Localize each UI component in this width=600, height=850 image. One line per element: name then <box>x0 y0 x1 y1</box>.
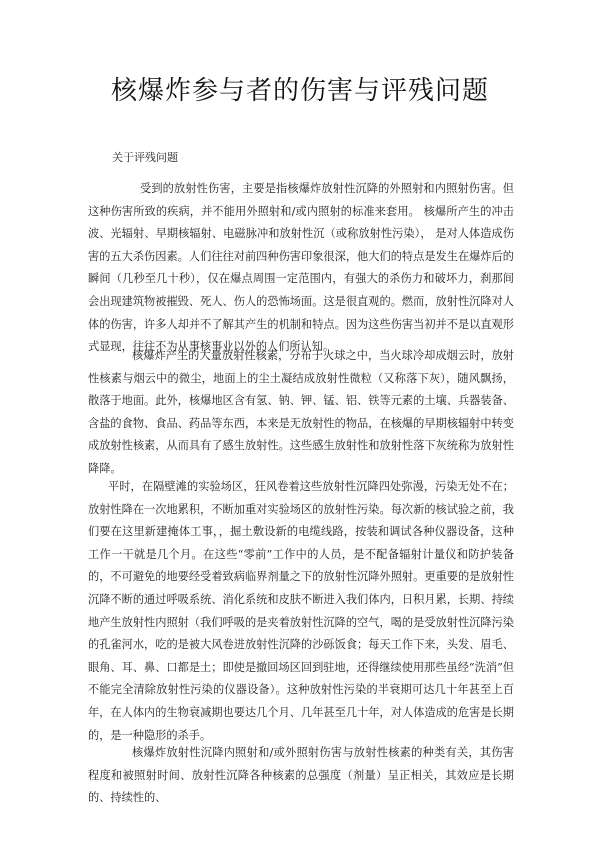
paragraph-2: 核爆炸产生的大量放射性核素，分布于火球之中，当火球冷却成烟云时，放射性核素与烟云中的微尘，地面上的尘土凝结成放射性微粒（又称落下灰），随风飘扬，散落于地面。此外，核爆地区含有氢、钠、钾、锰、铝、铁等元素的土壤、兵器装备、含盐的食物、食品、药品等东西，本来是无放射性的物品，在核爆的早期核辐射中转变成放射性核素，从而具有了感生放射性。这些感生放射性和放射性落下灰统称为放射性降降。 <box>88 349 514 475</box>
paragraph-3: 平时，在隔壁滩的实验场区，狂风卷着这些放射性沉降四处弥漫，污染无处不在；放射性降在一次地累积，不断加重对实验场区的放射性污染。每次新的核试验之前，我们要在这里新建掩体工事，，掘土敷设新的电缆线路，按装和调试各种仪器设备，这种工作一干就是几个月。在这些“零前”工作中的人员，是不配备辐射计量仪和防护装备的，不可避免的地要经受着致病临界剂量之下的放射性沉降外照射。更重要的是放射性沉降不断的通过呼吸系统、消化系统和皮肤不断进入我们体内，日积月累，长期、持续地产生放射性内照射（我们呼吸的是夹着放射性沉降的空气，喝的是受放射性沉降污染的孔雀河水，吃的是被大风卷进放射性沉降的沙砾饭食；每天工作下来，头发、眉毛、眼角、耳、鼻、口都是土；即使是撤回场区回到驻地，还得继续使用那些虽经“洗消”但不能完全清除放射性污染的仪器设备）。这种放射性污染的半衰期可达几十年甚至上百年，在人体内的生物衰减期也要达几个月、几年甚至几十年，对人体造成的危害是长期的，是一种隐形的杀手。 <box>88 480 514 742</box>
paragraph-1: 受到的放射性伤害，主要是指核爆炸放射性沉降的外照射和内照射伤害。但这种伤害所致的疾病，并不能用外照射和/或内照射的标准来套用。 核爆所产生的冲击波、光辐射、早期核辐射、电磁脉冲和放射性沉（或称放射性污染）， 是对人体造成伤害的五大杀伤因素。人们往往对前四种伤害印象很深，他大们的特点是发生在爆炸后的瞬间（几秒至几十秒），仅在爆点周围一定范围内，有强大的杀伤力和破坏力，刹那间会出现建筑物被摧毁、死人、伤人的恐怖场面。这是很直观的。燃而，放射性沉降对人体的伤害，许多人却并不了解其产生的机制和特点。因为这些伤害当初并不是以直观形式显现，往往不为从事核事业以外的人们所认知。 <box>88 182 514 354</box>
paragraph-4: 核爆炸放射性沉降内照射和/或外照射伤害与放射性核素的种类有关，其伤害程度和被照射时间、放射性沉降各种核素的总强度（剂量）呈正相关，其效应是长期的、持续性的、 <box>88 746 514 805</box>
page-title: 核爆炸参与者的伤害与评残问题 <box>110 76 489 106</box>
section-heading: 关于评残问题 <box>112 151 178 164</box>
